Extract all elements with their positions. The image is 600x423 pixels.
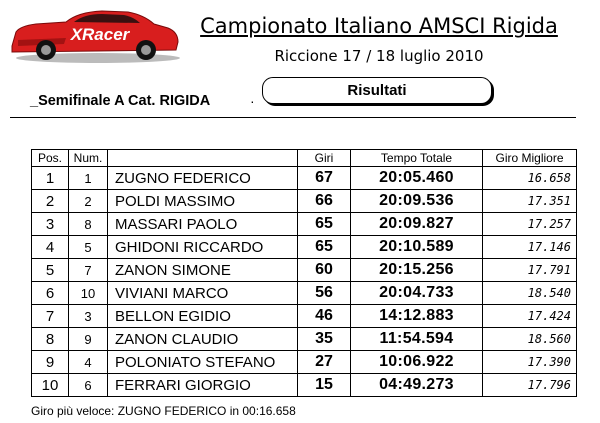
position-cell: 3 — [32, 213, 69, 236]
driver-name-cell: ZANON CLAUDIO — [108, 328, 298, 351]
driver-name-cell: POLDI MASSIMO — [108, 190, 298, 213]
laps-cell: 60 — [298, 259, 351, 282]
column-header-position: Pos. — [32, 150, 69, 167]
laps-cell: 66 — [298, 190, 351, 213]
table-row — [32, 351, 577, 374]
best-lap-cell: 17.390 — [483, 351, 577, 374]
total-time-cell: 20:10.589 — [351, 236, 483, 259]
results-button[interactable]: Risultati — [262, 77, 492, 104]
position-cell: 5 — [32, 259, 69, 282]
best-lap-cell: 17.257 — [483, 213, 577, 236]
driver-name-cell: POLONIATO STEFANO — [108, 351, 298, 374]
total-time-cell: 20:04.733 — [351, 282, 483, 305]
total-time-cell: 20:05.460 — [351, 167, 483, 190]
results-table — [31, 149, 577, 397]
championship-title: Campionato Italiano AMSCI Rigida — [200, 14, 558, 38]
column-header-laps: Giri — [298, 150, 351, 167]
total-time-cell: 20:09.827 — [351, 213, 483, 236]
section-title: _Semifinale A Cat. RIGIDA — [30, 93, 211, 109]
laps-cell: 15 — [298, 374, 351, 397]
laps-cell: 67 — [298, 167, 351, 190]
best-lap-cell: 17.791 — [483, 259, 577, 282]
best-lap-cell: 17.424 — [483, 305, 577, 328]
best-lap-cell: 18.540 — [483, 282, 577, 305]
total-time-cell: 11:54.594 — [351, 328, 483, 351]
table-row — [32, 259, 577, 282]
header-divider — [10, 117, 576, 118]
best-lap-cell: 17.146 — [483, 236, 577, 259]
car-number-cell: 10 — [69, 282, 108, 305]
car-number-cell: 4 — [69, 351, 108, 374]
car-number-cell: 9 — [69, 328, 108, 351]
table-row — [32, 236, 577, 259]
driver-name-cell: GHIDONI RICCARDO — [108, 236, 298, 259]
laps-cell: 65 — [298, 213, 351, 236]
section-separator-dot: · — [250, 93, 255, 109]
laps-cell: 35 — [298, 328, 351, 351]
table-row — [32, 190, 577, 213]
car-number-cell: 6 — [69, 374, 108, 397]
car-number-cell: 7 — [69, 259, 108, 282]
driver-name-cell: BELLON EGIDIO — [108, 305, 298, 328]
car-number-cell: 1 — [69, 167, 108, 190]
best-lap-cell: 16.658 — [483, 167, 577, 190]
column-header-number: Num. — [69, 150, 108, 167]
position-cell: 7 — [32, 305, 69, 328]
position-cell: 4 — [32, 236, 69, 259]
driver-name-cell: ZUGNO FEDERICO — [108, 167, 298, 190]
laps-cell: 56 — [298, 282, 351, 305]
car-number-cell: 3 — [69, 305, 108, 328]
best-lap-cell: 18.560 — [483, 328, 577, 351]
position-cell: 6 — [32, 282, 69, 305]
driver-name-cell: MASSARI PAOLO — [108, 213, 298, 236]
position-cell: 8 — [32, 328, 69, 351]
column-header-best-lap: Giro Migliore — [483, 150, 577, 167]
total-time-cell: 20:15.256 — [351, 259, 483, 282]
table-row — [32, 213, 577, 236]
logo-text: XRacer — [70, 25, 130, 44]
laps-cell: 65 — [298, 236, 351, 259]
position-cell: 10 — [32, 374, 69, 397]
position-cell: 2 — [32, 190, 69, 213]
total-time-cell: 20:09.536 — [351, 190, 483, 213]
driver-name-cell: VIVIANI MARCO — [108, 282, 298, 305]
table-header-row — [32, 150, 577, 167]
position-cell: 1 — [32, 167, 69, 190]
table-row — [32, 374, 577, 397]
total-time-cell: 04:49.273 — [351, 374, 483, 397]
table-row — [32, 305, 577, 328]
total-time-cell: 10:06.922 — [351, 351, 483, 374]
table-row — [32, 282, 577, 305]
driver-name-cell: FERRARI GIORGIO — [108, 374, 298, 397]
car-number-cell: 5 — [69, 236, 108, 259]
xracer-logo — [6, 2, 182, 66]
laps-cell: 46 — [298, 305, 351, 328]
best-lap-cell: 17.351 — [483, 190, 577, 213]
table-row — [32, 167, 577, 190]
race-car-icon — [6, 2, 182, 66]
laps-cell: 27 — [298, 351, 351, 374]
driver-name-cell: ZANON SIMONE — [108, 259, 298, 282]
event-location-date: Riccione 17 / 18 luglio 2010 — [274, 47, 484, 65]
car-number-cell: 2 — [69, 190, 108, 213]
fastest-lap-note: Giro più veloce: ZUGNO FEDERICO in 00:16.658 — [31, 404, 296, 418]
column-header-total-time: Tempo Totale — [351, 150, 483, 167]
position-cell: 9 — [32, 351, 69, 374]
column-header-driver — [108, 150, 298, 167]
table-row — [32, 328, 577, 351]
total-time-cell: 14:12.883 — [351, 305, 483, 328]
best-lap-cell: 17.796 — [483, 374, 577, 397]
car-number-cell: 8 — [69, 213, 108, 236]
